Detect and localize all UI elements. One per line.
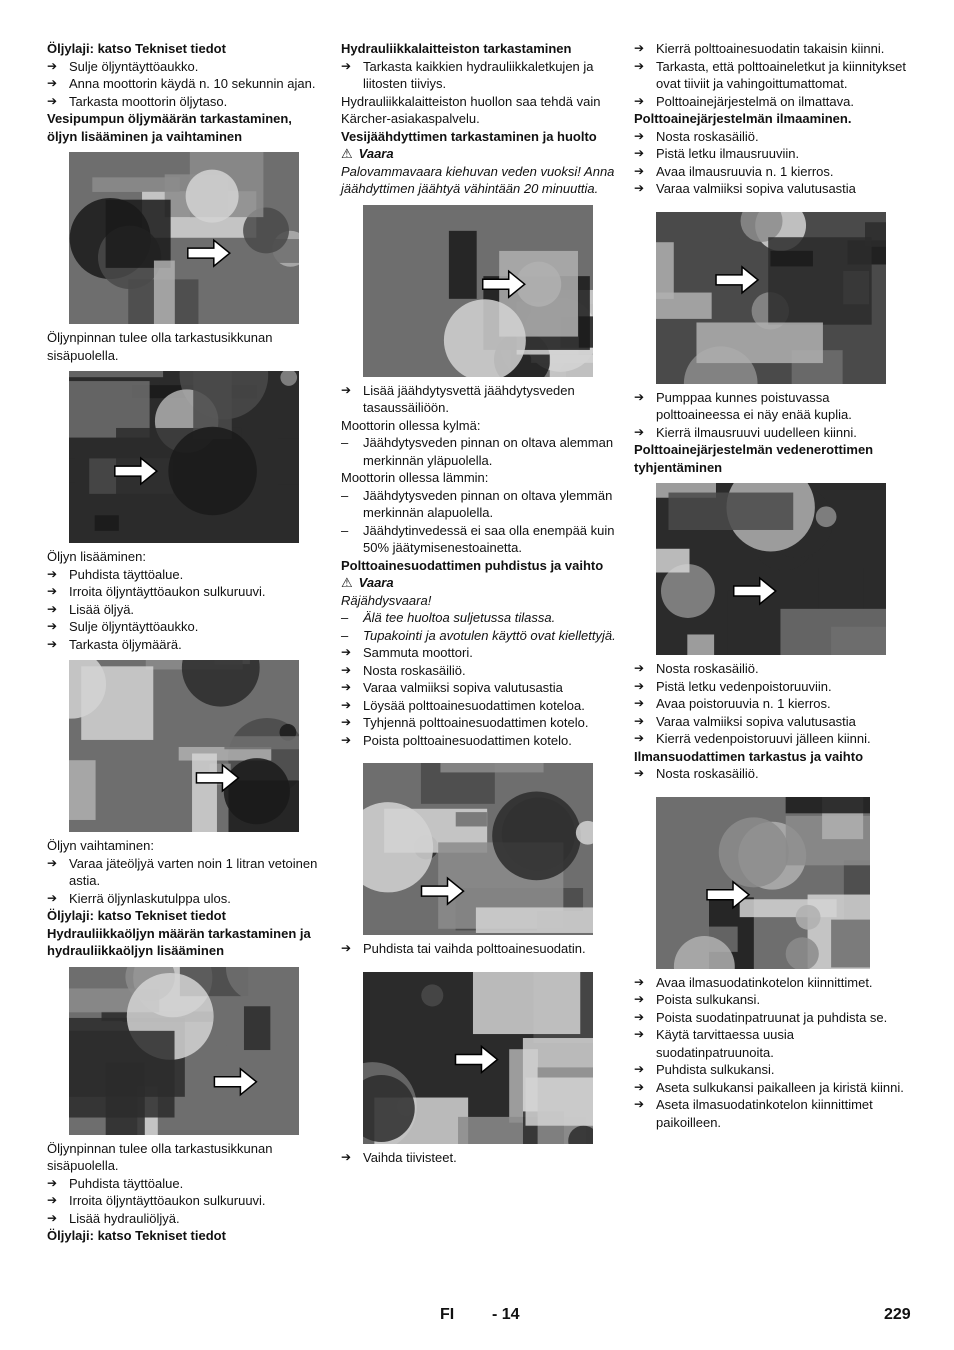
instruction-step: ➔ Poista polttoainesuodattimen kotelo.	[341, 732, 617, 750]
instruction-step: ➔ Irroita öljyntäyttöaukon sulkuruuvi.	[47, 583, 323, 601]
instruction-step: ➔ Irroita öljyntäyttöaukon sulkuruuvi.	[47, 1192, 323, 1210]
instruction-step: ➔ Nosta roskasäiliö.	[634, 660, 910, 678]
section-heading: Vesipumpun öljymäärän tarkastaminen, öljyn lisääminen ja vaihtaminen	[47, 111, 292, 144]
warning-triangle-icon: ⚠	[341, 146, 353, 161]
instruction-step: ➔ Varaa valmiiksi sopiva valutusastia	[634, 180, 910, 198]
instruction-step: ➔ Nosta roskasäiliö.	[634, 765, 910, 783]
instruction-step: ➔ Varaa valmiiksi sopiva valutusastia	[634, 713, 910, 731]
instruction-step: ➔ Pumppaa kunnes poistuvassa polttoaineessa ei näy enää kuplia.	[634, 389, 910, 424]
instruction-step: ➔ Lisää jäähdytysvettä jäähdytysveden tasaussäiliöön.	[341, 382, 617, 417]
instruction-step: ➔ Pistä letku vedenpoistoruuviin.	[634, 678, 910, 696]
instruction-step: ➔ Kierrä vedenpoistoruuvi jälleen kiinni.	[634, 730, 910, 748]
instruction-step: ➔ Vaihda tiivisteet.	[341, 1149, 617, 1167]
body-text: Öljyn vaihtaminen:	[47, 838, 154, 853]
instruction-step: ➔ Nosta roskasäiliö.	[341, 662, 617, 680]
maintenance-photo	[363, 972, 593, 1144]
warning-triangle-icon: ⚠	[341, 575, 353, 590]
section-heading: Ilmansuodattimen tarkastus ja vaihto	[634, 748, 864, 764]
body-text: Moottorin ollessa kylmä:	[341, 417, 481, 433]
instruction-step: ➔ Tarkasta öljymäärä.	[47, 636, 323, 654]
instruction-step: ➔ Nosta roskasäiliö.	[634, 128, 910, 146]
maintenance-photo	[69, 152, 299, 324]
instruction-step: ➔ Kierrä ilmausruuvi uudelleen kiinni.	[634, 424, 910, 442]
dash-list-item: – Jäähdytysveden pinnan on oltava ylemmän merkinnän alapuolella.	[341, 487, 617, 522]
instruction-step: ➔ Löysää polttoainesuodattimen koteloa.	[341, 697, 617, 715]
instruction-step: ➔ Puhdista tai vaihda polttoainesuodatin.	[341, 940, 617, 958]
instruction-step: ➔ Sulje öljyntäyttöaukko.	[47, 618, 323, 636]
section-heading: Polttoainejärjestelmän vedenerottimen tyhjentäminen	[634, 442, 874, 475]
body-text: Hydrauliikkalaitteiston huollon saa tehdä vain Kärcher-asiakaspalvelu.	[341, 93, 601, 126]
column-left	[47, 40, 323, 1245]
instruction-step: ➔ Varaa jäteöljyä varten noin 1 litran vetoinen astia.	[47, 855, 323, 890]
instruction-step: ➔ Lisää hydrauliöljyä.	[47, 1210, 323, 1228]
instruction-step: ➔ Sammuta moottori.	[341, 644, 617, 662]
maintenance-photo	[69, 660, 299, 832]
column-middle	[341, 40, 617, 1166]
footer-page-local: - 14	[492, 1306, 520, 1323]
dash-list-item: – Jäähdytysveden pinnan on oltava alemman merkinnän yläpuolella.	[341, 434, 617, 469]
warning-label-text: Vaara	[358, 575, 394, 590]
instruction-step: ➔ Sulje öljyntäyttöaukko.	[47, 58, 323, 76]
warning-text: Palovammavaara kiehuvan veden vuoksi! Anna jäähdyttimen jäähtyä vähintään 20 minuuttia.	[341, 163, 615, 196]
footer-language: FI	[440, 1306, 455, 1323]
instruction-step: ➔ Varaa valmiiksi sopiva valutusastia	[341, 679, 617, 697]
instruction-step: ➔ Aseta sulkukansi paikalleen ja kiristä kiinni.	[634, 1079, 910, 1097]
maintenance-photo	[363, 205, 593, 377]
dash-list-item: – Jäähdytinvedessä ei saa olla enempää kuin 50% jäätymisenestoainetta.	[341, 522, 617, 557]
warning-list-item: – Tupakointi ja avotulen käyttö ovat kiellettyjä.	[341, 627, 617, 645]
section-heading: Vesijäähdyttimen tarkastaminen ja huolto	[341, 128, 597, 144]
section-heading: Polttoainesuodattimen puhdistus ja vaihto	[341, 557, 604, 573]
body-text: Öljynpinnan tulee olla tarkastusikkunan sisäpuolella.	[47, 330, 273, 363]
instruction-step: ➔ Tarkasta, että polttoaineletkut ja kiinnitykset ovat tiiviit ja vahingoittumattomat.	[634, 58, 910, 93]
maintenance-photo	[69, 967, 299, 1135]
instruction-step: ➔ Anna moottorin käydä n. 10 sekunnin ajan.	[47, 75, 323, 93]
section-heading: Öljylaji: katso Tekniset tiedot	[47, 41, 226, 56]
footer-page-number: 229	[884, 1306, 911, 1323]
instruction-step: ➔ Avaa ilmausruuvia n. 1 kierros.	[634, 163, 910, 181]
warning-list-item: – Älä tee huoltoa suljetussa tilassa.	[341, 609, 617, 627]
instruction-step: ➔ Käytä tarvittaessa uusia suodatinpatruunoita.	[634, 1026, 910, 1061]
instruction-step: ➔ Tarkasta kaikkien hydrauliikkaletkujen ja liitosten tiiviys.	[341, 58, 617, 93]
warning-label	[341, 145, 617, 163]
instruction-step: ➔ Poista sulkukansi.	[634, 991, 910, 1009]
column-right	[634, 40, 910, 1131]
maintenance-photo	[656, 212, 886, 384]
warning-label	[341, 574, 617, 592]
section-heading: Polttoainejärjestelmän ilmaaminen.	[634, 111, 852, 126]
instruction-step: ➔ Puhdista täyttöalue.	[47, 566, 323, 584]
instruction-step: ➔ Tyhjennä polttoainesuodattimen kotelo.	[341, 714, 617, 732]
warning-text: Räjähdysvaara!	[341, 592, 432, 608]
instruction-step: ➔ Lisää öljyä.	[47, 601, 323, 619]
section-heading: Hydrauliikkaöljyn määrän tarkastaminen ja hydrauliikkaöljyn lisääminen	[47, 925, 311, 958]
section-heading: Hydrauliikkalaitteiston tarkastaminen	[341, 41, 572, 56]
instruction-step: ➔ Avaa ilmasuodatinkotelon kiinnittimet.	[634, 974, 910, 992]
instruction-step: ➔ Polttoainejärjestelmä on ilmattava.	[634, 93, 910, 111]
instruction-step: ➔ Poista suodatinpatruunat ja puhdista se.	[634, 1009, 910, 1027]
section-heading: Öljylaji: katso Tekniset tiedot	[47, 908, 226, 923]
body-text: Moottorin ollessa lämmin:	[341, 470, 489, 485]
maintenance-photo	[363, 763, 593, 935]
maintenance-photo	[69, 371, 299, 543]
body-text: Öljyn lisääminen:	[47, 549, 146, 564]
instruction-step: ➔ Kierrä öljynlaskutulppa ulos.	[47, 890, 323, 908]
maintenance-photo	[656, 483, 886, 655]
instruction-step: ➔ Puhdista täyttöalue.	[47, 1175, 323, 1193]
section-heading: Öljylaji: katso Tekniset tiedot	[47, 1228, 226, 1243]
instruction-step: ➔ Aseta ilmasuodatinkotelon kiinnittimet paikoilleen.	[634, 1096, 910, 1131]
warning-label-text: Vaara	[358, 146, 394, 161]
body-text: Öljynpinnan tulee olla tarkastusikkunan sisäpuolella.	[47, 1140, 273, 1173]
instruction-step: ➔ Tarkasta moottorin öljytaso.	[47, 93, 323, 111]
instruction-step: ➔ Avaa poistoruuvia n. 1 kierros.	[634, 695, 910, 713]
instruction-step: ➔ Puhdista sulkukansi.	[634, 1061, 910, 1079]
instruction-step: ➔ Pistä letku ilmausruuviin.	[634, 145, 910, 163]
instruction-step: ➔ Kierrä polttoainesuodatin takaisin kiinni.	[634, 40, 910, 58]
maintenance-photo	[656, 797, 870, 969]
